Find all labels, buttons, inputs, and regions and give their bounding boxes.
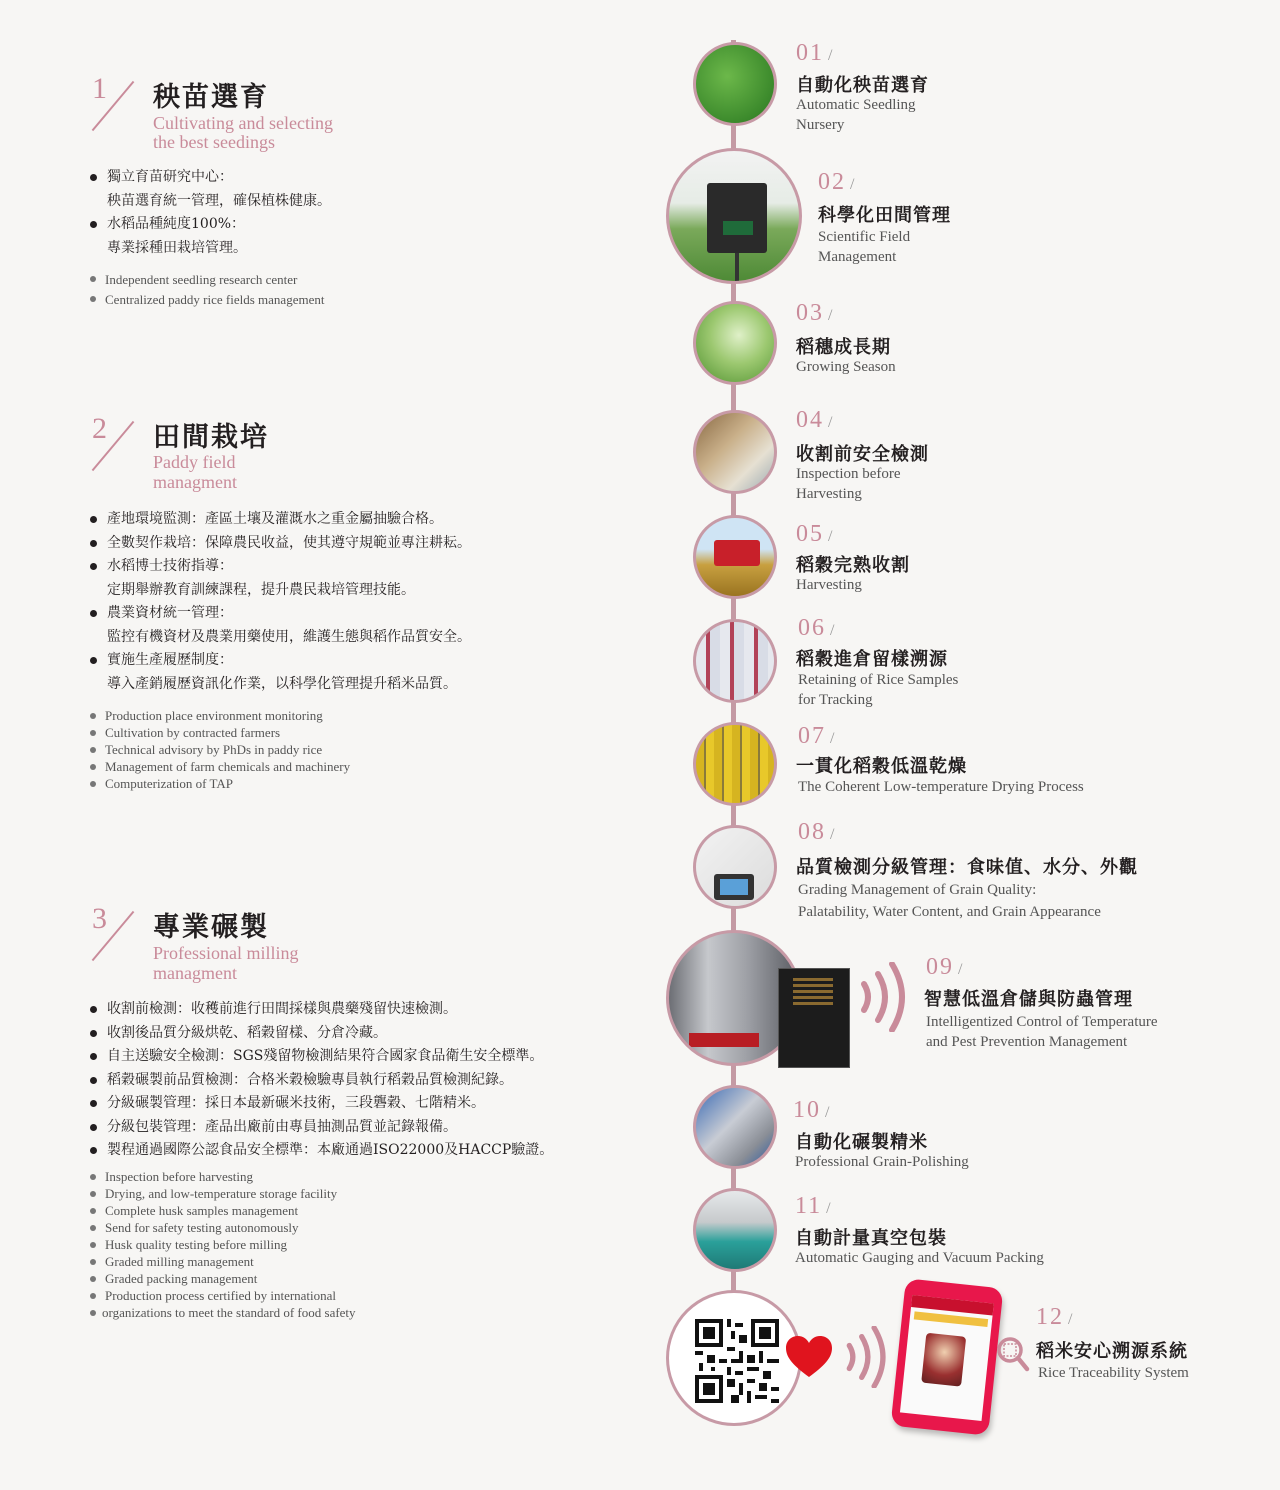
- list-item: 製程通過國際公認食品安全標準：本廠通過ISO22000及HACCP驗證。: [90, 1139, 710, 1163]
- list-item: Husk quality testing before milling: [90, 1236, 690, 1253]
- qr-code-circle: [666, 1290, 802, 1426]
- magnifier-icon: [996, 1336, 1030, 1372]
- step-subtitle: Scientific Field Management: [818, 229, 911, 265]
- step-01-photo: [693, 42, 777, 126]
- step-subtitle: Grading Management of Grain Quality: Palatability, Water Content, and Grain Appearance: [798, 882, 1101, 920]
- list-item: 產地環境監測：產區土壤及灌溉水之重金屬抽驗合格。: [90, 508, 690, 532]
- list-item: Send for safety testing autonomously: [90, 1219, 690, 1236]
- step-08-photo: [693, 825, 777, 909]
- list-item: Cultivation by contracted farmers: [90, 724, 690, 741]
- list-item: 稻穀碾製前品質檢測：合格米穀檢驗專員執行稻穀品質檢測紀錄。: [90, 1069, 710, 1093]
- list-item: Complete husk samples management: [90, 1202, 690, 1219]
- en-bullet-list: [90, 707, 690, 792]
- step-number: 05 /: [796, 521, 835, 547]
- step-subtitle: Harvesting: [796, 577, 862, 593]
- phone-screen: [900, 1295, 994, 1421]
- list-item: Drying, and low-temperature storage facility: [90, 1185, 690, 1202]
- section-subtitle-line2: managment: [153, 472, 237, 492]
- list-item: 全數契作栽培：保障農民收益，使其遵守規範並專注耕耘。: [90, 532, 690, 556]
- step-subtitle: Intelligentized Control of Temperature and Pest Prevention Management: [926, 1014, 1158, 1050]
- step-05-photo: [693, 515, 777, 599]
- step-title: 品質檢測分級管理：食味值、水分、外觀: [796, 857, 1138, 878]
- step-subtitle: The Coherent Low-temperature Drying Process: [798, 779, 1084, 795]
- list-item: 水稻博士技術指導： 定期舉辦教育訓練課程，提升農民栽培管理技能。: [90, 555, 690, 602]
- list-item: 分級包裝管理：產品出廠前由專員抽測品質並記錄報備。: [90, 1116, 710, 1140]
- section-title: 秧苗選育: [153, 82, 269, 113]
- qr-code: [695, 1319, 779, 1403]
- step-number: 10 /: [793, 1097, 832, 1123]
- list-item: Centralized paddy rice fields management: [90, 290, 690, 310]
- step-number: 03 /: [796, 300, 835, 326]
- list-item: Graded milling management: [90, 1253, 690, 1270]
- storage-machine-photo: [778, 968, 850, 1068]
- list-item: Graded packing management: [90, 1270, 690, 1287]
- list-item: Production place environment monitoring: [90, 707, 690, 724]
- step-subtitle: Inspection before Harvesting: [796, 466, 901, 502]
- zh-bullet-list: [90, 508, 690, 696]
- step-number: 11 /: [795, 1193, 833, 1219]
- list-item: 分級碾製管理：採日本最新碾米技術，三段礱穀、七階精米。: [90, 1092, 710, 1116]
- step-04-photo: [693, 410, 777, 494]
- smartphone: [891, 1278, 1004, 1435]
- step-title: 稻穗成長期: [796, 337, 891, 358]
- step-subtitle: Automatic Seedling Nursery: [796, 97, 916, 133]
- list-item: Independent seedling research center: [90, 270, 690, 290]
- step-subtitle: Growing Season: [796, 359, 896, 375]
- list-item: 實施生產履歷制度： 導入產銷履歷資訊化作業，以科學化管理提升稻米品質。: [90, 649, 690, 696]
- step-subtitle: Rice Traceability System: [1038, 1365, 1189, 1381]
- step-title: 自動化碾製精米: [795, 1132, 928, 1153]
- step-title: 自動化秧苗選育: [796, 75, 929, 96]
- step-title: 科學化田間管理: [818, 205, 951, 226]
- section-number: 2: [92, 412, 107, 445]
- list-item: Technical advisory by PhDs in paddy rice: [90, 741, 690, 758]
- section-number: 1: [92, 72, 107, 105]
- step-number: 02 /: [818, 169, 857, 195]
- list-item: Computerization of TAP: [90, 775, 690, 792]
- section-subtitle-line2: managment: [153, 963, 237, 983]
- step-number: 06 /: [798, 615, 837, 641]
- signal-waves-icon: [842, 1326, 892, 1388]
- step-06-photo: [693, 619, 777, 703]
- list-item: Inspection before harvesting: [90, 1168, 690, 1185]
- list-item: Production process certified by international: [90, 1287, 690, 1304]
- step-07-photo: [693, 722, 777, 806]
- list-item: 水稻品種純度100%： 專業採種田栽培管理。: [90, 213, 690, 260]
- step-number: 09 /: [926, 954, 965, 980]
- zh-bullet-list: [90, 998, 710, 1163]
- step-subtitle: Retaining of Rice Samples for Tracking: [798, 672, 959, 708]
- section-subtitle-line1: Paddy field: [153, 452, 236, 472]
- list-item-continuation: organizations to meet the standard of food safety: [90, 1304, 690, 1321]
- en-bullet-list: [90, 1168, 690, 1321]
- zh-bullet-list: [90, 166, 690, 260]
- step-title: 收割前安全檢測: [796, 444, 929, 465]
- list-item: 農業資材統一管理： 監控有機資材及農業用藥使用，維護生態與稻作品質安全。: [90, 602, 690, 649]
- step-10-photo: [693, 1085, 777, 1169]
- en-bullet-list: [90, 270, 690, 310]
- section-number: 3: [92, 902, 107, 935]
- step-title: 一貫化稻穀低溫乾燥: [796, 756, 967, 777]
- signal-waves-icon: [856, 962, 912, 1032]
- section-title: 田間栽培: [153, 422, 269, 453]
- step-title: 稻穀進倉留樣溯源: [796, 649, 948, 670]
- section-title: 專業碾製: [153, 912, 269, 943]
- step-03-photo: [693, 301, 777, 385]
- step-11-photo: [693, 1188, 777, 1272]
- step-title: 稻穀完熟收割: [796, 555, 910, 576]
- section-subtitle-line2: the best seedings: [153, 132, 275, 152]
- step-number: 04 /: [796, 407, 835, 433]
- step-number: 07 /: [798, 723, 837, 749]
- step-number: 01 /: [796, 40, 835, 66]
- heart-icon: [786, 1336, 832, 1378]
- list-item: 收割後品質分級烘乾、稻穀留樣、分倉冷藏。: [90, 1022, 710, 1046]
- section-subtitle-line1: Cultivating and selecting: [153, 113, 333, 133]
- list-item: 自主送驗安全檢測：SGS殘留物檢測結果符合國家食品衛生安全標準。: [90, 1045, 710, 1069]
- list-item: 獨立育苗研究中心： 秧苗選育統一管理，確保植株健康。: [90, 166, 690, 213]
- step-subtitle: Automatic Gauging and Vacuum Packing: [795, 1250, 1044, 1266]
- step-title: 稻米安心溯源系統: [1036, 1341, 1188, 1362]
- step-title: 自動計量真空包裝: [795, 1228, 947, 1249]
- section-subtitle-line1: Professional milling: [153, 943, 299, 963]
- step-02-photo: [666, 148, 802, 284]
- list-item: Management of farm chemicals and machinery: [90, 758, 690, 775]
- step-subtitle: Professional Grain-Polishing: [795, 1154, 969, 1170]
- step-number: 12 /: [1036, 1304, 1075, 1330]
- list-item: 收割前檢測：收穫前進行田間採樣與農藥殘留快速檢測。: [90, 998, 710, 1022]
- step-number: 08 /: [798, 819, 837, 845]
- step-title: 智慧低溫倉儲與防蟲管理: [924, 989, 1133, 1010]
